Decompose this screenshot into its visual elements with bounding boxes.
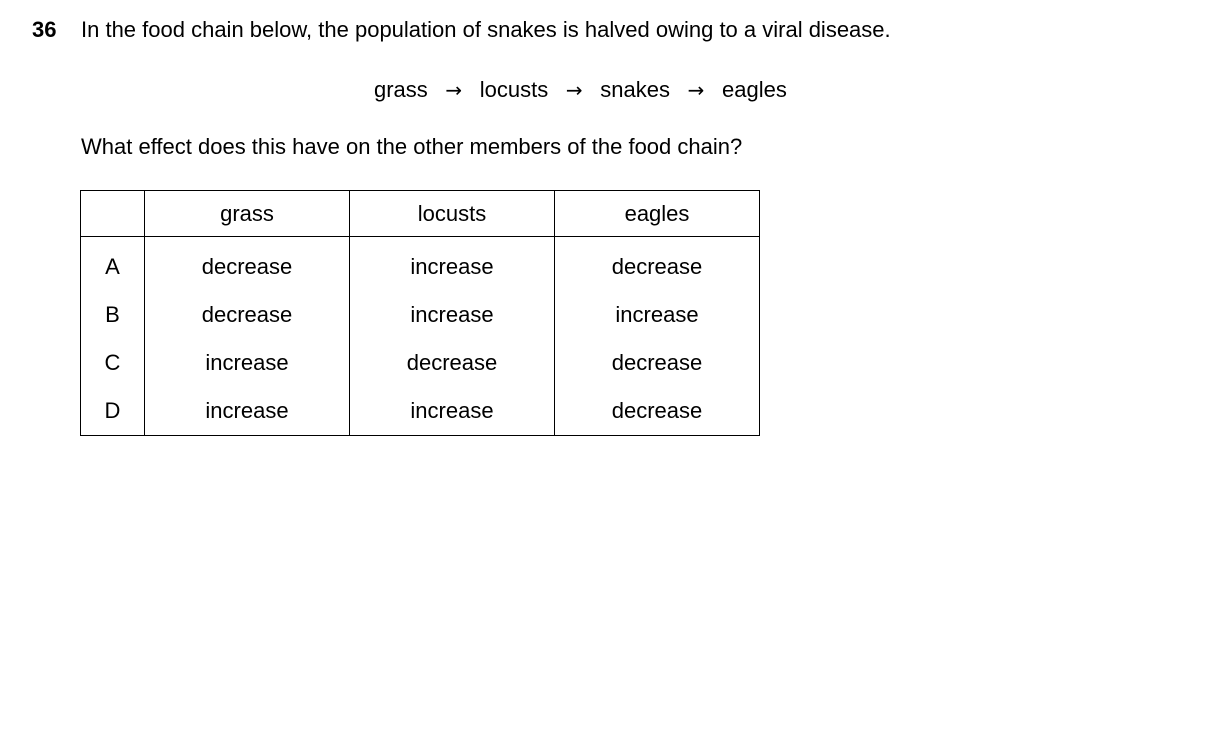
cell-eagles: increase bbox=[555, 291, 760, 339]
food-chain bbox=[374, 76, 787, 104]
option-letter: B bbox=[81, 291, 145, 339]
arrow-right-icon: → bbox=[445, 78, 463, 102]
cell-locusts: increase bbox=[350, 387, 555, 436]
cell-grass: increase bbox=[145, 387, 350, 436]
arrow-right-icon: → bbox=[565, 78, 583, 102]
header-cell-letter bbox=[81, 191, 145, 237]
header-cell-locusts: locusts bbox=[350, 191, 555, 237]
cell-locusts: increase bbox=[350, 237, 555, 292]
option-letter: C bbox=[81, 339, 145, 387]
cell-grass: increase bbox=[145, 339, 350, 387]
cell-eagles: decrease bbox=[555, 387, 760, 436]
cell-grass: decrease bbox=[145, 237, 350, 292]
header-cell-eagles: eagles bbox=[555, 191, 760, 237]
table-header-row bbox=[81, 191, 760, 237]
question-number: 36 bbox=[32, 17, 57, 42]
chain-item-eagles: eagles bbox=[722, 77, 787, 102]
table-row bbox=[81, 387, 760, 436]
chain-item-locusts: locusts bbox=[479, 77, 549, 102]
table-row bbox=[81, 237, 760, 292]
option-letter: A bbox=[81, 237, 145, 292]
cell-locusts: increase bbox=[350, 291, 555, 339]
option-letter: D bbox=[81, 387, 145, 436]
question-prompt: What effect does this have on the other members of the food chain? bbox=[81, 134, 743, 159]
header-cell-grass: grass bbox=[145, 191, 350, 237]
chain-item-grass: grass bbox=[374, 77, 428, 102]
cell-eagles: decrease bbox=[555, 339, 760, 387]
question-text: In the food chain below, the population of snakes is halved owing to a viral disease. bbox=[81, 17, 891, 42]
table-row bbox=[81, 291, 760, 339]
table-row bbox=[81, 339, 760, 387]
arrow-right-icon: → bbox=[687, 78, 705, 102]
cell-eagles: decrease bbox=[555, 237, 760, 292]
cell-grass: decrease bbox=[145, 291, 350, 339]
cell-locusts: decrease bbox=[350, 339, 555, 387]
answer-options-table bbox=[80, 190, 760, 436]
chain-item-snakes: snakes bbox=[600, 77, 670, 102]
